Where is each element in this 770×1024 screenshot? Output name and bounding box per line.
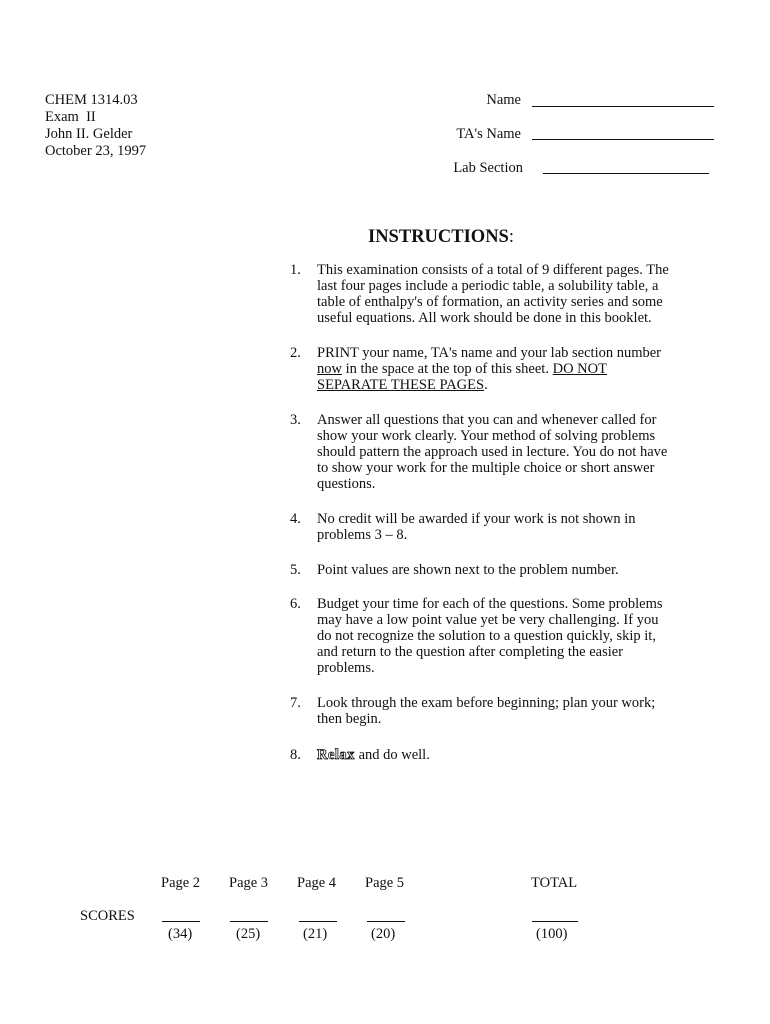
score-header-page-3: Page 3 (229, 875, 269, 891)
instructions-list (290, 262, 670, 763)
points-total: (100) (536, 926, 568, 942)
instruction-item (290, 511, 670, 543)
item-text: Look through the exam before beginning; plan your work; then begin. (317, 695, 656, 727)
score-header-page-5: Page 5 (365, 875, 405, 891)
item-number: 7. (290, 695, 301, 711)
item-number: 2. (290, 345, 301, 361)
item-text-underlined: DO NOT SEPARATE THESE PAGES (317, 361, 607, 393)
instruction-item (290, 562, 670, 578)
instructions-title-colon: : (508, 227, 514, 247)
item-text: This examination consists of a total of 9 different pages. The last four pages include a periodic table, a solubility table, a table of enthalpy's of formation, an activity series and some useful equations. All work should be done in this booklet. (317, 262, 669, 326)
points-page-5: (20) (371, 926, 396, 942)
exam-number: Exam II (45, 109, 96, 125)
item-number: 5. (290, 562, 301, 578)
name-blank[interactable] (532, 106, 714, 107)
instruction-item (290, 596, 670, 676)
item-text: in the space at the top of this sheet. (341, 361, 553, 377)
instructions-title (368, 227, 514, 248)
item-text: Answer all questions that you can and whenever called for show your work clearly. Your method of solving problems should pattern the approach used in lecture. You do not have to show your work for the multiple choice or short answer questions. (317, 412, 668, 492)
score-blank-page-2[interactable] (162, 921, 200, 922)
item-text: and do well. (354, 747, 430, 763)
item-text-underlined: now (317, 361, 342, 377)
points-page-3: (25) (236, 926, 261, 942)
score-blank-page-5[interactable] (367, 921, 405, 922)
item-text: . (484, 377, 488, 393)
item-text: PRINT your name, TA's name and your lab section number (317, 345, 662, 361)
score-header-page-2: Page 2 (161, 875, 201, 891)
exam-date: October 23, 1997 (45, 143, 147, 159)
instruction-item (290, 345, 670, 393)
item-number: 4. (290, 511, 301, 527)
instruction-item (290, 412, 670, 492)
scores-label: SCORES (80, 908, 135, 924)
lab-section-blank[interactable] (543, 173, 709, 174)
item-text: No credit will be awarded if your work is not shown in problems 3 – 8. (317, 511, 636, 543)
score-header-total: TOTAL (531, 875, 578, 891)
name-label: Name (486, 92, 521, 108)
score-blank-page-4[interactable] (299, 921, 337, 922)
lab-section-label: Lab Section (453, 160, 523, 176)
item-number: 8. (290, 747, 301, 763)
score-blank-page-3[interactable] (230, 921, 268, 922)
score-header-page-4: Page 4 (297, 875, 337, 891)
ta-name-blank[interactable] (532, 139, 714, 140)
item-text: Point values are shown next to the problem number. (317, 562, 619, 578)
score-blank-total[interactable] (532, 921, 578, 922)
instructor-name: John II. Gelder (45, 126, 133, 142)
points-page-4: (21) (303, 926, 328, 942)
instruction-item (290, 747, 670, 763)
course-info (45, 92, 146, 160)
item-number: 3. (290, 412, 301, 428)
points-page-2: (34) (168, 926, 193, 942)
instruction-item (290, 262, 670, 326)
instruction-item (290, 695, 670, 727)
item-number: 6. (290, 596, 301, 612)
relax-outlined-text: Relax (317, 747, 355, 763)
course-code: CHEM 1314.03 (45, 92, 138, 108)
instructions-title-text: INSTRUCTIONS (368, 227, 509, 247)
item-number: 1. (290, 262, 301, 278)
item-text: Budget your time for each of the questions. Some problems may have a low point value yet be very challenging. If you do not recognize the solution to a question quickly, skip it, and return to the question after completing the easier problems. (317, 596, 663, 676)
ta-name-label: TA's Name (456, 126, 521, 142)
